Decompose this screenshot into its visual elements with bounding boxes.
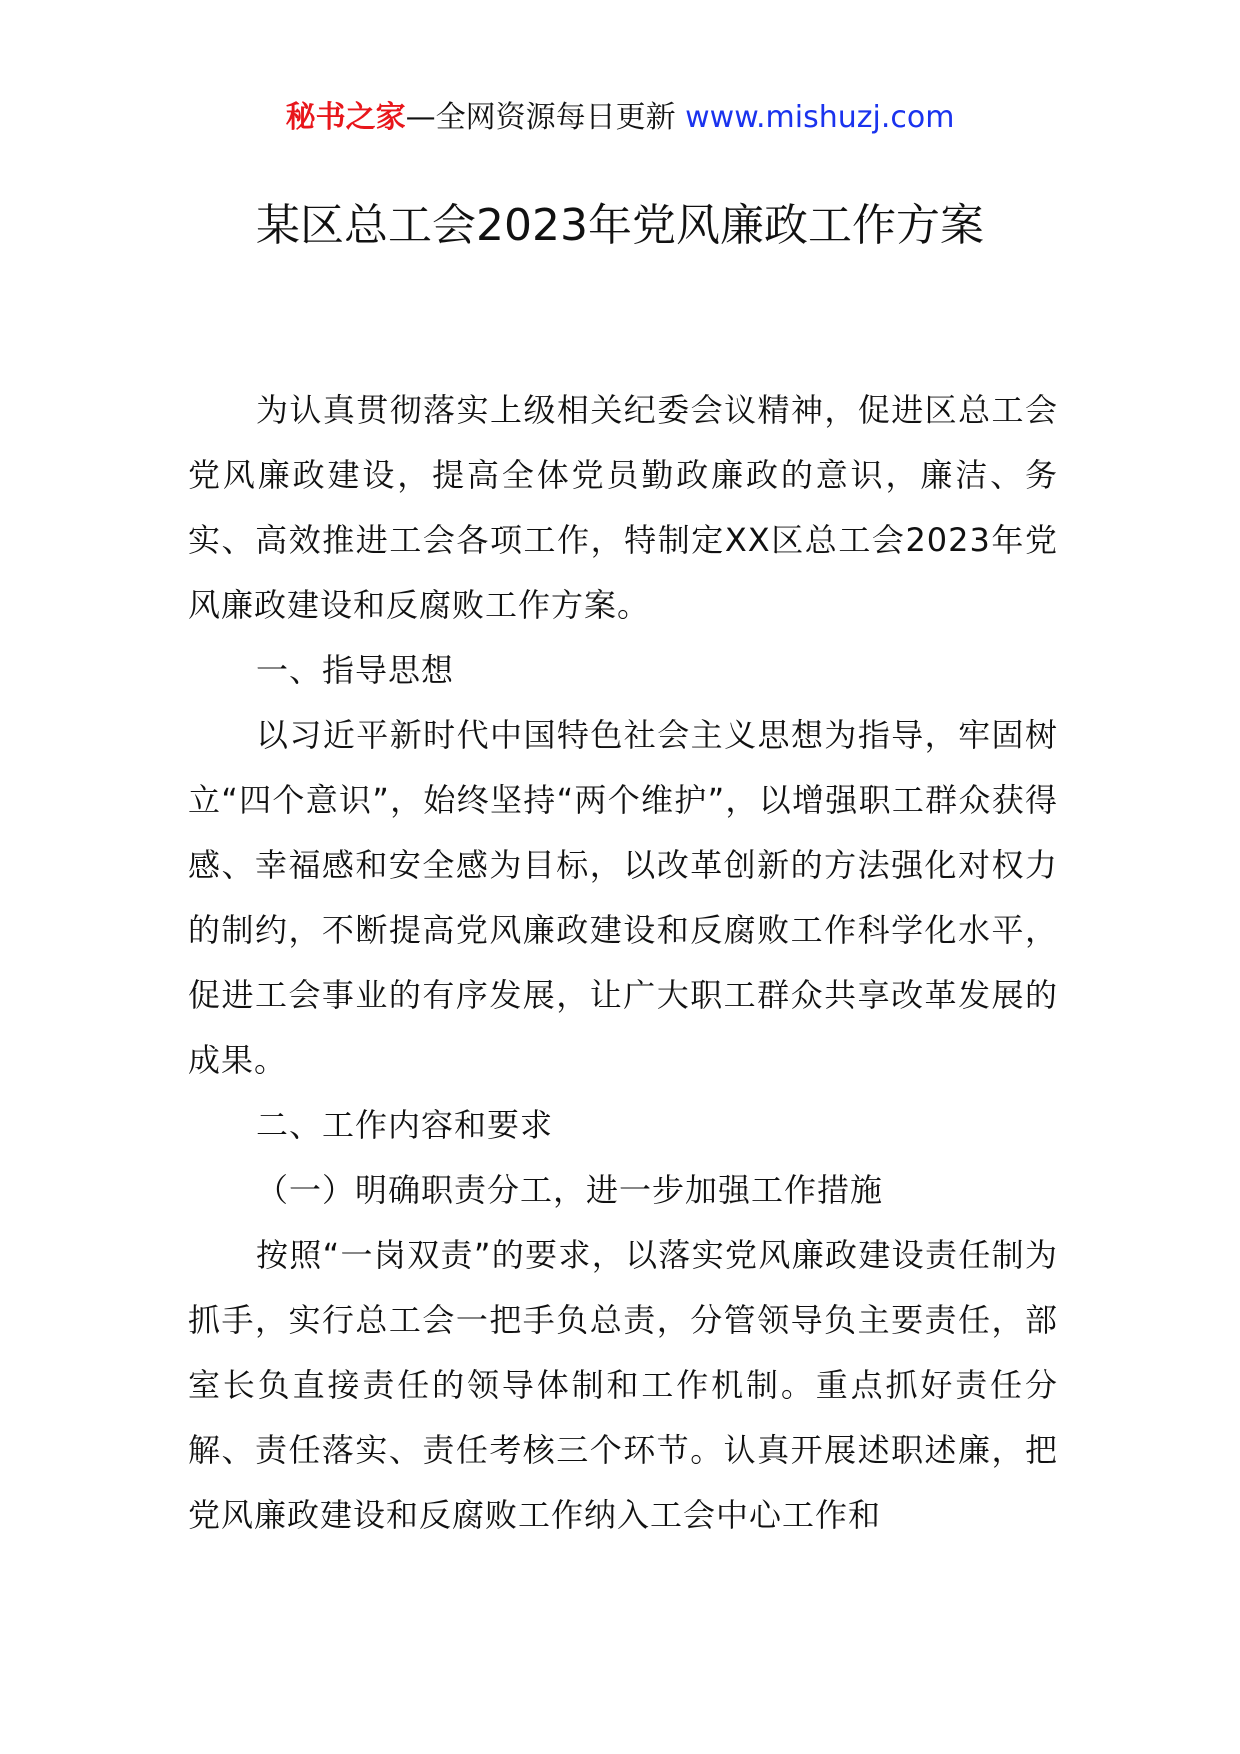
intro-paragraph: 为认真贯彻落实上级相关纪委会议精神，促进区总工会党风廉政建设，提高全体党员勤政廉政的意识，廉洁、务实、高效推进工会各项工作，特制定XX区总工会2023年党风廉政建设和反腐败工作方案。 [188, 391, 1058, 624]
guiding-ideology-paragraph: 以习近平新时代中国特色社会主义思想为指导，牢固树立“四个意识”，始终坚持“两个维护”，以增强职工群众获得感、幸福感和安全感为目标，以改革创新的方法强化对权力的制约，不断提高党风廉政建设和反腐败工作科学化水平，促进工会事业的有序发展，让广大职工群众共享改革发展的成果。 [188, 716, 1058, 1079]
responsibilities-paragraph: 按照“一岗双责”的要求，以落实党风廉政建设责任制为抓手，实行总工会一把手负总责，分管领导负主要责任，部室长负直接责任的领导体制和工作机制。重点抓好责任分解、责任落实、责任考核三个环节。认真开展述职述廉，把党风廉政建设和反腐败工作纳入工会中心工作和 [188, 1236, 1058, 1534]
site-brand: 秘书之家 [285, 100, 406, 135]
site-url-link[interactable]: www.mishuzj.com [685, 100, 955, 135]
document-body [188, 378, 1058, 1548]
site-header [0, 98, 1240, 138]
site-tagline: —全网资源每日更新 [405, 100, 676, 135]
subsection-heading-responsibilities: （一）明确职责分工，进一步加强工作措施 [256, 1171, 884, 1209]
document-title: 某区总工会2023年党风廉政工作方案 [256, 200, 984, 251]
section-heading-work-content: 二、工作内容和要求 [256, 1106, 554, 1144]
section-heading-guiding-ideology: 一、指导思想 [256, 651, 455, 689]
